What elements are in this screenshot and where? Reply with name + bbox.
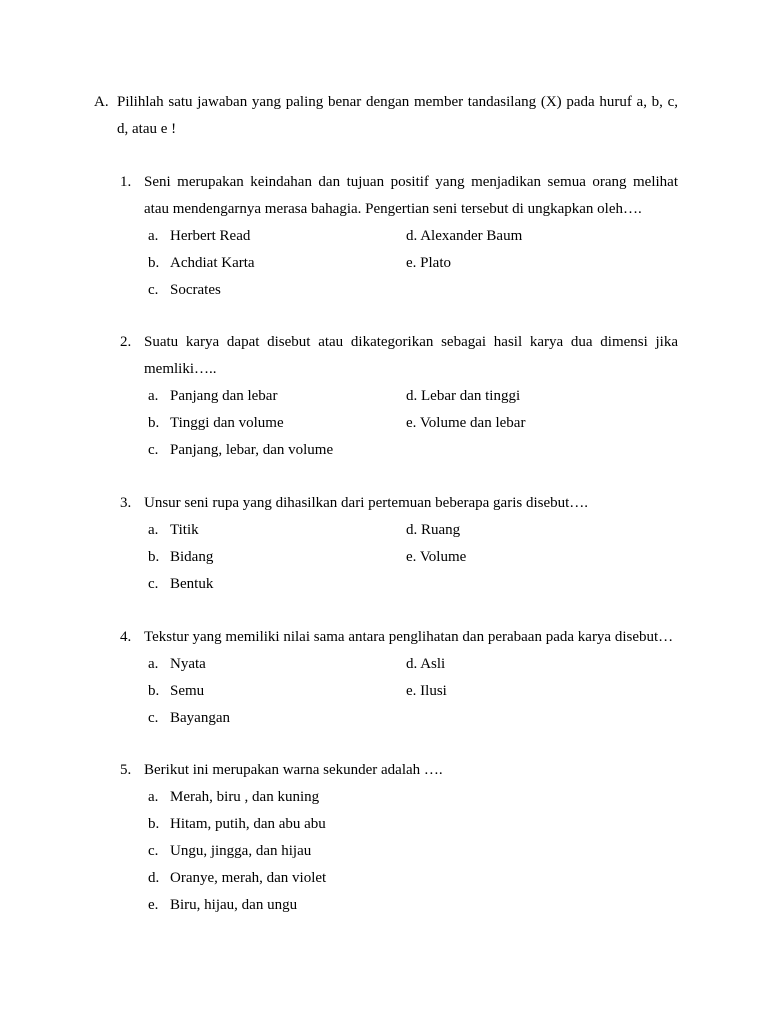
section-instruction (94, 89, 678, 143)
options-list (148, 651, 678, 732)
option-text-e: Biru, hijau, dan ungu (170, 897, 298, 913)
option-text-d: Ruang (421, 522, 461, 538)
option-d (406, 223, 522, 250)
option-text-c: Bayangan (170, 710, 230, 726)
question-number: 1. (120, 174, 132, 190)
question-4 (120, 624, 678, 732)
option-row (148, 811, 678, 838)
option-row (148, 892, 678, 919)
option-letter-c: c. (148, 282, 159, 298)
option-letter-c: c. (148, 843, 159, 859)
question-3 (120, 490, 678, 598)
option-d (406, 651, 445, 678)
option-text-b: Bidang (170, 549, 214, 565)
option-text-a: Nyata (170, 656, 206, 672)
option-letter-a: a. (148, 228, 159, 244)
option-letter-b: b. (148, 683, 160, 699)
option-text-b: Tinggi dan volume (170, 415, 284, 431)
option-text-c: Ungu, jingga, dan hijau (170, 843, 312, 859)
question-number: 3. (120, 495, 132, 511)
option-letter-e: e. (406, 255, 417, 271)
option-letter-d: d. (148, 870, 160, 886)
option-text-a: Panjang dan lebar (170, 388, 278, 404)
option-e (406, 544, 466, 571)
option-letter-d: d. (406, 522, 418, 538)
option-text-c: Socrates (170, 282, 221, 298)
option-d (406, 383, 520, 410)
option-letter-c: c. (148, 710, 159, 726)
option-text-e: Volume (419, 549, 467, 565)
option-text-e: Plato (420, 255, 452, 271)
option-row (148, 250, 678, 277)
question-2 (120, 329, 678, 464)
options-list (148, 383, 678, 464)
option-row (148, 705, 678, 732)
option-letter-e: e. (148, 897, 159, 913)
question-number: 2. (120, 334, 132, 350)
option-text-d: Alexander Baum (420, 228, 523, 244)
question-text: Berikut ini merupakan warna sekunder adalah …. (144, 762, 443, 778)
option-letter-e: e. (406, 683, 417, 699)
option-text-a: Titik (170, 522, 199, 538)
option-row (148, 651, 678, 678)
option-letter-a: a. (148, 388, 159, 404)
question-number: 5. (120, 762, 132, 778)
option-d (406, 517, 460, 544)
option-text-e: Volume dan lebar (419, 415, 526, 431)
option-letter-b: b. (148, 255, 160, 271)
option-row (148, 277, 678, 304)
question-text: Tekstur yang memiliki nilai sama antara penglihatan dan perabaan pada karya disebut… (144, 629, 674, 645)
options-list (148, 517, 678, 598)
option-letter-e: e. (406, 549, 417, 565)
options-list (148, 223, 678, 304)
options-list (148, 784, 678, 919)
option-row (148, 383, 678, 410)
option-row (148, 838, 678, 865)
question-text: Suatu karya dapat disebut atau dikategorikan sebagai hasil karya dua dimensi jika memliki….. (144, 334, 678, 377)
option-e (406, 250, 451, 277)
option-e (406, 410, 525, 437)
option-letter-a: a. (148, 656, 159, 672)
option-text-a: Herbert Read (170, 228, 251, 244)
option-row (148, 437, 678, 464)
option-letter-b: b. (148, 816, 160, 832)
option-row (148, 678, 678, 705)
option-letter-d: d. (406, 228, 418, 244)
option-text-b: Achdiat Karta (170, 255, 255, 271)
option-letter-b: b. (148, 549, 160, 565)
option-row (148, 571, 678, 598)
option-letter-c: c. (148, 442, 159, 458)
option-letter-d: d. (406, 388, 418, 404)
option-text-a: Merah, biru , dan kuning (170, 789, 320, 805)
option-letter-b: b. (148, 415, 160, 431)
option-text-d: Asli (420, 656, 446, 672)
question-text: Seni merupakan keindahan dan tujuan positif yang menjadikan semua orang melihat atau mendengarnya merasa bahagia. Pengertian seni tersebut di ungkapkan oleh…. (144, 174, 678, 217)
option-letter-a: a. (148, 789, 159, 805)
option-text-b: Semu (170, 683, 205, 699)
option-text-c: Bentuk (170, 576, 214, 592)
option-letter-a: a. (148, 522, 159, 538)
option-text-c: Panjang, lebar, dan volume (170, 442, 334, 458)
option-row (148, 410, 678, 437)
option-text-d: Oranye, merah, dan violet (170, 870, 327, 886)
option-row (148, 784, 678, 811)
question-number: 4. (120, 629, 132, 645)
option-text-e: Ilusi (420, 683, 447, 699)
option-row (148, 517, 678, 544)
option-text-b: Hitam, putih, dan abu abu (170, 816, 326, 832)
section-marker: A. (94, 94, 109, 110)
question-text: Unsur seni rupa yang dihasilkan dari pertemuan beberapa garis disebut…. (144, 495, 589, 511)
question-5 (120, 757, 678, 919)
option-text-d: Lebar dan tinggi (421, 388, 521, 404)
option-letter-d: d. (406, 656, 418, 672)
option-e (406, 678, 447, 705)
option-letter-c: c. (148, 576, 159, 592)
option-row (148, 544, 678, 571)
option-row (148, 223, 678, 250)
option-row (148, 865, 678, 892)
instruction-text: Pilihlah satu jawaban yang paling benar dengan member tandasilang (X) pada huruf a, b, c, d, atau e ! (117, 94, 678, 137)
question-1 (120, 169, 678, 304)
option-letter-e: e. (406, 415, 417, 431)
